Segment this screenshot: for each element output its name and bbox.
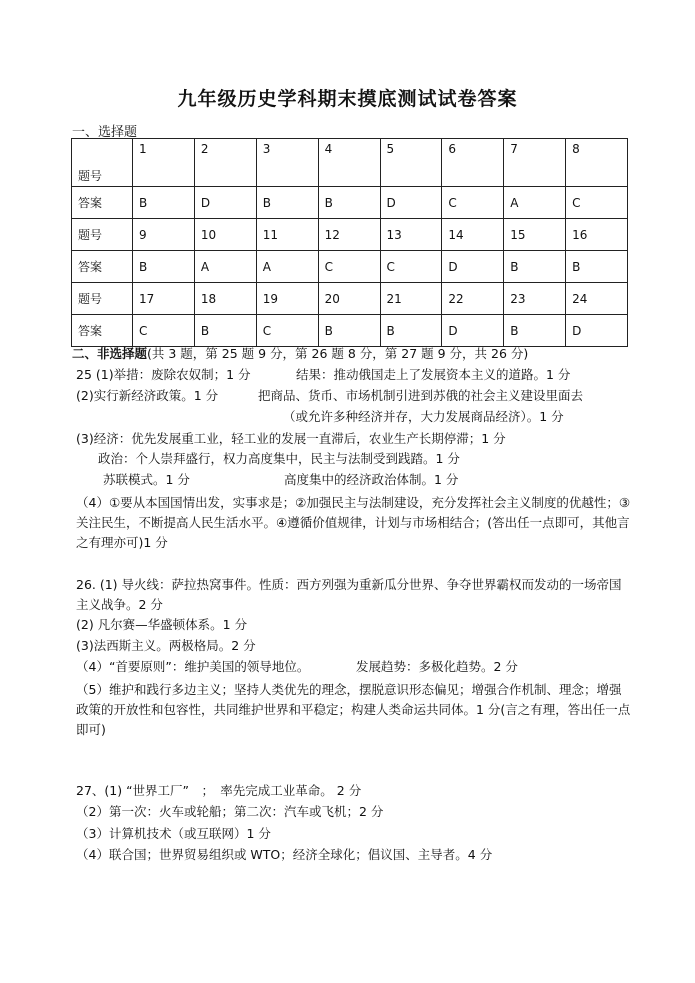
q25-line-4: (3)经济：优先发展重工业，轻工业的发展一直滞后，农业生产长期停滞；1 分	[76, 431, 506, 446]
section-title: 二、非选择题	[72, 346, 148, 361]
q25-line-5: 政治：个人崇拜盛行，权力高度集中，民主与法制受到践踏。1 分	[98, 451, 460, 466]
q27-line-3: （3）计算机技术（或互联网）1 分	[76, 826, 271, 841]
table-cell: C	[256, 315, 318, 347]
table-cell: 7	[504, 139, 566, 187]
answer-table	[71, 138, 628, 347]
row-label: 答案	[72, 251, 133, 283]
table-cell: 24	[566, 283, 628, 315]
q25-line-1b: 结果：推动俄国走上了发展资本主义的道路。1 分	[296, 367, 571, 382]
q26-line-5: （5）维护和践行多边主义；坚持人类优先的理念，摆脱意识形态偏见；增强合作机制、理念；增强政策的开放性和包容性，共同维护世界和平稳定；构建人类命运共同体。1 分(言之有理，答出任一点即可)	[76, 682, 631, 737]
table-cell: B	[380, 315, 442, 347]
table-cell: C	[442, 187, 504, 219]
row-label: 题号	[72, 283, 133, 315]
table-cell: B	[318, 187, 380, 219]
table-cell: 15	[504, 219, 566, 251]
table-cell: 22	[442, 283, 504, 315]
table-cell: C	[318, 251, 380, 283]
q25-line-2b: 把商品、货币、市场机制引进到苏俄的社会主义建设里面去	[258, 388, 584, 403]
table-cell: 21	[380, 283, 442, 315]
q25-line-6a: 苏联模式。1 分	[103, 472, 190, 487]
row-label: 答案	[72, 187, 133, 219]
table-cell: 1	[133, 139, 195, 187]
q25-line-6b: 高度集中的经济政治体制。1 分	[284, 472, 459, 487]
table-cell: 23	[504, 283, 566, 315]
table-cell: D	[442, 315, 504, 347]
table-cell: 9	[133, 219, 195, 251]
table-cell: 10	[194, 219, 256, 251]
q25-line-2a: (2)实行新经济政策。1 分	[76, 388, 219, 403]
q26-line-4a: （4）“首要原则”：维护美国的领导地位。	[76, 659, 310, 674]
table-row	[72, 187, 628, 219]
q26-line-2: (2) 凡尔赛—华盛顿体系。1 分	[76, 617, 248, 632]
table-cell: C	[566, 187, 628, 219]
table-cell: 11	[256, 219, 318, 251]
row-label: 题号	[72, 219, 133, 251]
table-cell: B	[133, 187, 195, 219]
table-cell: 19	[256, 283, 318, 315]
table-row	[72, 139, 628, 187]
table-cell: 12	[318, 219, 380, 251]
table-cell: A	[194, 251, 256, 283]
section-heading-nonchoice	[72, 346, 528, 362]
table-cell: 18	[194, 283, 256, 315]
table-row	[72, 251, 628, 283]
row-label: 题号	[72, 139, 133, 187]
q26-line-4b: 发展趋势：多极化趋势。2 分	[356, 659, 518, 674]
table-cell: C	[133, 315, 195, 347]
table-cell: 13	[380, 219, 442, 251]
table-cell: B	[566, 251, 628, 283]
page-title: 九年级历史学科期末摸底测试试卷答案	[177, 88, 518, 110]
table-cell: B	[318, 315, 380, 347]
table-cell: 16	[566, 219, 628, 251]
table-cell: 20	[318, 283, 380, 315]
table-row	[72, 315, 628, 347]
table-cell: 3	[256, 139, 318, 187]
table-cell: B	[504, 315, 566, 347]
q25-line-3: （或允许多种经济并存，大力发展商品经济）。1 分	[283, 409, 564, 424]
q27-line-1: 27、(1) “世界工厂” ； 率先完成工业革命。 2 分	[76, 783, 362, 798]
table-cell: B	[194, 315, 256, 347]
table-cell: 5	[380, 139, 442, 187]
table-cell: C	[380, 251, 442, 283]
row-label: 答案	[72, 315, 133, 347]
q27-line-4: （4）联合国；世界贸易组织或 WTO；经济全球化；倡议国、主导者。4 分	[76, 847, 493, 862]
table-cell: B	[504, 251, 566, 283]
q27-line-2: （2）第一次：火车或轮船；第二次：汽车或飞机；2 分	[76, 804, 384, 819]
table-cell: D	[566, 315, 628, 347]
table-cell: B	[256, 187, 318, 219]
table-row	[72, 283, 628, 315]
table-cell: 17	[133, 283, 195, 315]
table-cell: D	[442, 251, 504, 283]
table-cell: 2	[194, 139, 256, 187]
section-heading-choice: 一、选择题	[72, 125, 138, 140]
table-cell: 4	[318, 139, 380, 187]
table-cell: A	[504, 187, 566, 219]
table-cell: D	[194, 187, 256, 219]
table-row	[72, 219, 628, 251]
table-cell: D	[380, 187, 442, 219]
q25-line-1a: 25 (1)举措：废除农奴制；1 分	[76, 367, 251, 382]
section-desc: (共 3 题，第 25 题 9 分，第 26 题 8 分，第 27 题 9 分，共 26 分)	[147, 346, 529, 361]
q25-line-7: （4）①要从本国国情出发，实事求是；②加强民主与法制建设，充分发挥社会主义制度的优越性；③关注民生，不断提高人民生活水平。④遵循价值规律，计划与市场相结合；(答出任一点即可，其他言之有理亦可)1 分	[76, 495, 631, 550]
table-cell: B	[133, 251, 195, 283]
table-cell: 8	[566, 139, 628, 187]
table-cell: A	[256, 251, 318, 283]
table-cell: 6	[442, 139, 504, 187]
table-cell: 14	[442, 219, 504, 251]
q26-line-3: (3)法西斯主义。两极格局。2 分	[76, 638, 256, 653]
q26-line-1: 26. (1) 导火线：萨拉热窝事件。性质：西方列强为重新瓜分世界、争夺世界霸权而发动的一场帝国主义战争。2 分	[76, 577, 622, 612]
